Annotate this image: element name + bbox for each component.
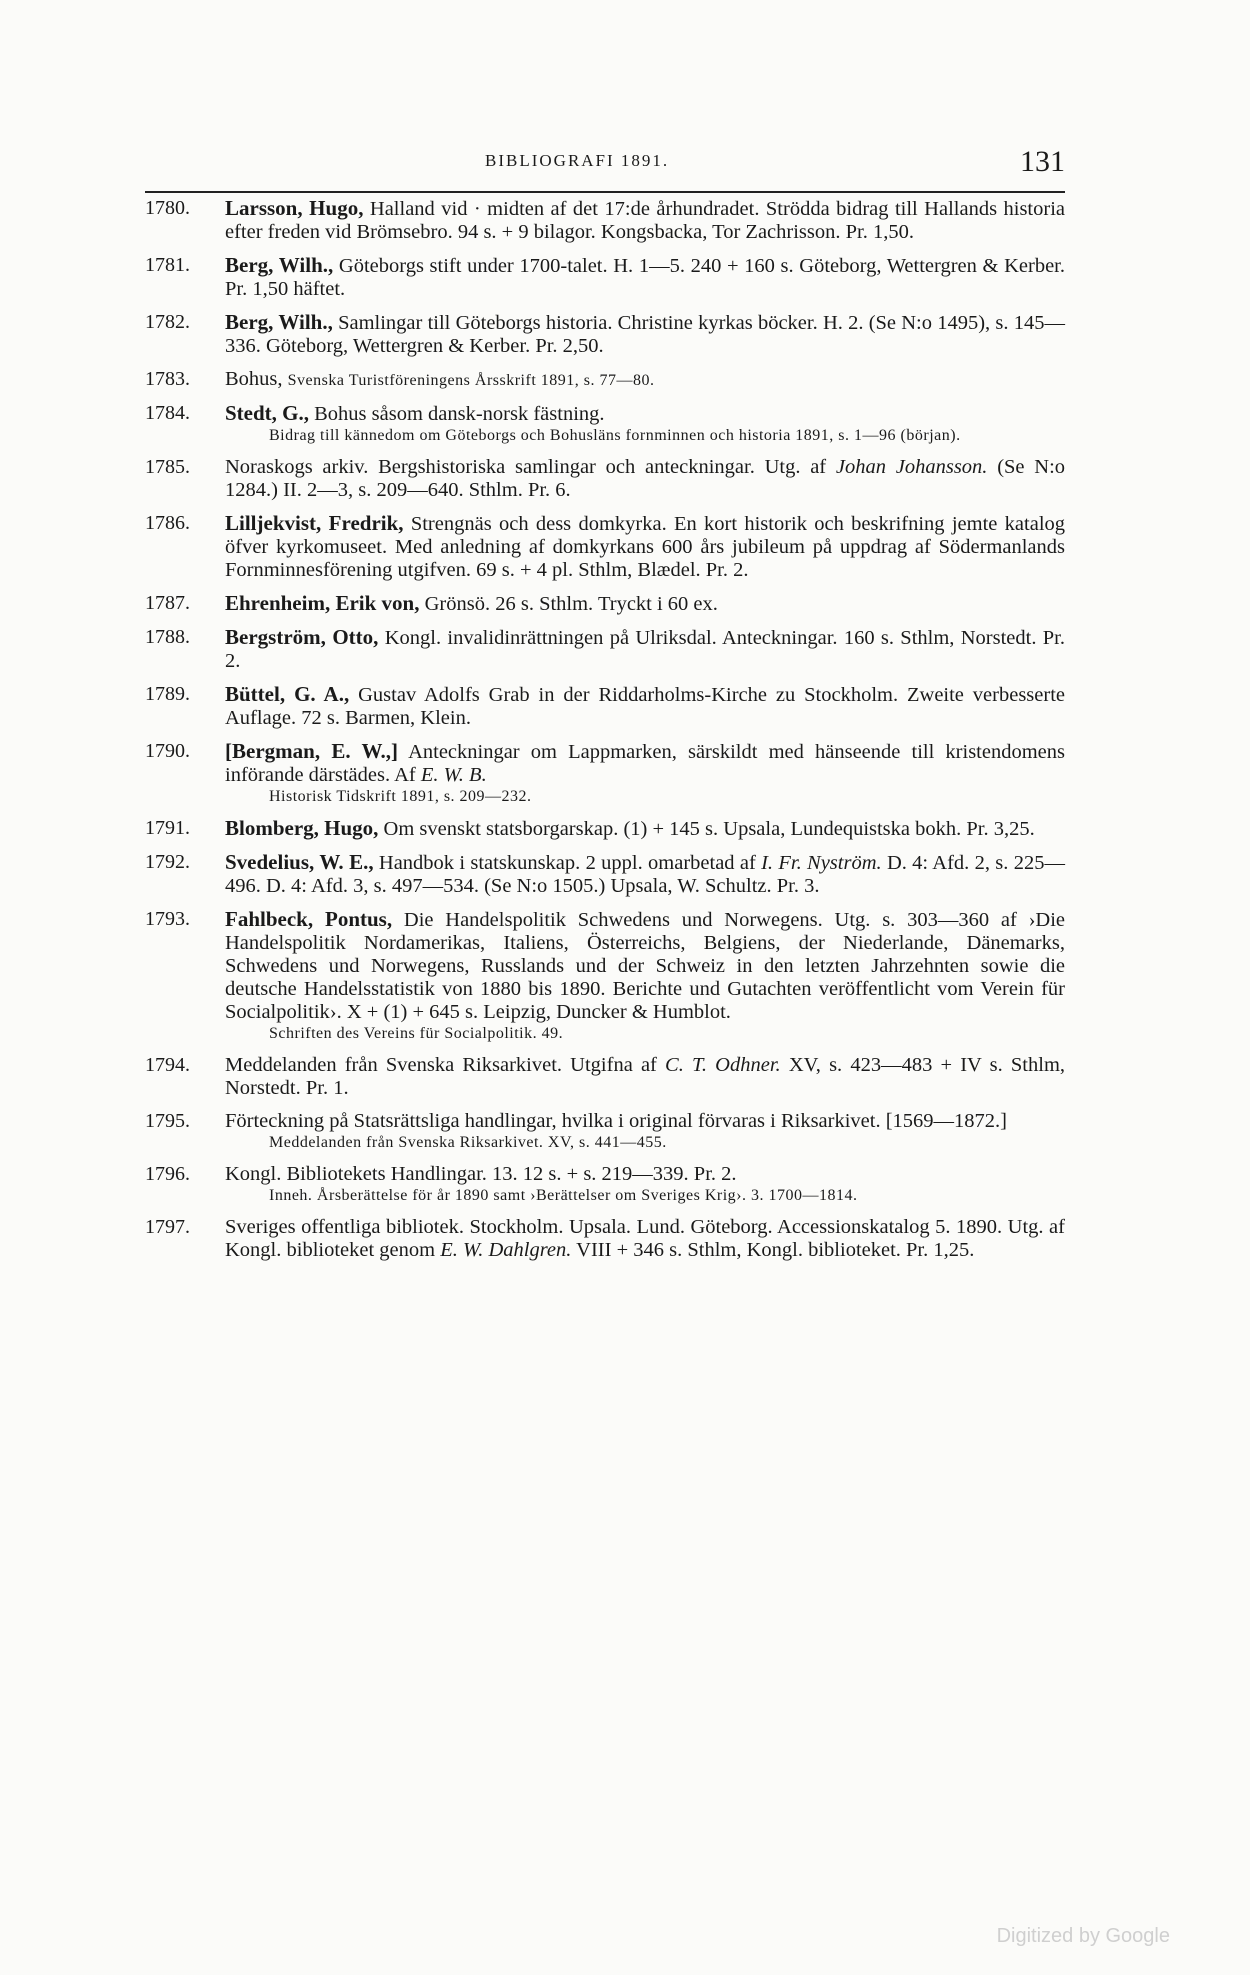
entry-number: 1789. — [145, 683, 190, 705]
entry-text: Sveriges offentliga bibliotek. Stockholm. Upsala. Lund. Göteborg. Accessionskatalog 5. 1890. Utg. af Kongl. biblioteket genom — [225, 1216, 1065, 1261]
entry-text: Strengnäs och dess domkyrka. En kort historik och beskrifning jemte katalog öfver kyrkomuseet. Med anledning af domkyrkans 600 års jubileum på uppdrag af Södermanlands Fornminnesförening utgifven. 69 s. + 4 pl. Sthlm, Blædel. Pr. 2. — [225, 513, 1066, 581]
entry-source-inline: Svenska Turistföreningens Årsskrift 1891, s. 77—80. — [287, 372, 655, 389]
entry-text: Kongl. invalidinrättningen på Ulriksdal. Anteckningar. 160 s. Sthlm, Norstedt. Pr. 2. — [225, 627, 1065, 672]
entry-author: Lilljekvist, Fredrik, — [225, 511, 404, 535]
entry-text: Förteckning på Statsrättsliga handlingar, hvilka i original förvaras i Riksarkivet. [1569—1872.] — [225, 1110, 1008, 1132]
entry-text-continued: D. 4: Afd. 2, s. 225—496. D. 4: Afd. 3, s. 497—534. (Se N:o 1505.) Upsala, W. Schultz. Pr. 3. — [225, 852, 1065, 897]
entry-number: 1781. — [145, 254, 190, 276]
entry-number: 1783. — [145, 368, 190, 390]
bibliography-entry — [145, 1054, 1065, 1100]
entry-text: Bohus såsom dansk-norsk fästning. — [314, 403, 605, 425]
entry-body — [225, 197, 1065, 244]
bibliography-entry — [145, 197, 1065, 244]
entry-author: Fahlbeck, Pontus, — [225, 907, 393, 931]
bibliography-entry — [145, 683, 1065, 730]
bibliography-entry — [145, 456, 1065, 502]
entry-source-note: Inneh. Årsberättelse för år 1890 samt ›Berättelser om Sveriges Krig›. 3. 1700—1814. — [269, 1187, 858, 1204]
entry-text: Die Handelspolitik Schwedens und Norwegens. Utg. s. 303—360 af ›Die Handelspolitik Nordamerikas, Italiens, Österreichs, Belgiens, der Niederlande, Dänemarks, Schwedens und Norwegens, Russlands und der Schweiz in den letzten Jahrzehnten sowie die deutsche Handelsstatistik von 1880 bis 1890. Berichte und Gutachten veröffentlicht vom Verein für Socialpolitik›. X + (1) + 645 s. Leipzig, Duncker & Humblot. — [225, 909, 1065, 1023]
entry-text: Om svenskt statsborgarskap. (1) + 145 s. Upsala, Lundequistska bokh. Pr. 3,25. — [383, 818, 1035, 840]
entry-author: Büttel, G. A., — [225, 682, 350, 706]
entry-text-continued: VIII + 346 s. Sthlm, Kongl. biblioteket. Pr. 1,25. — [576, 1239, 975, 1261]
entry-number: 1784. — [145, 402, 190, 424]
entry-editor: C. T. Odhner. — [665, 1054, 781, 1076]
bibliography-entry — [145, 592, 1065, 616]
bibliography-entry — [145, 626, 1065, 673]
entry-text: Samlingar till Göteborgs historia. Christine kyrkas böcker. H. 2. (Se N:o 1495), s. 145—336. Göteborg, Wettergren & Kerber. Pr. 2,50. — [225, 312, 1065, 357]
entry-text-continued: XV, s. 423—483 + IV s. Sthlm, Norstedt. Pr. 1. — [225, 1054, 1066, 1099]
bibliography-entries — [145, 197, 1065, 1272]
entry-text: Bohus, — [225, 368, 283, 390]
page-header — [185, 145, 1065, 185]
entry-editor: E. W. B. — [420, 764, 487, 786]
bibliography-entry — [145, 1216, 1065, 1262]
entry-text: Kongl. Bibliotekets Handlingar. 13. 12 s. + s. 219—339. Pr. 2. — [225, 1163, 737, 1185]
entry-editor: I. Fr. Nyström. — [761, 852, 882, 874]
entry-body — [225, 592, 1065, 616]
entry-body — [225, 368, 1065, 392]
entry-body — [225, 1163, 1065, 1206]
bibliography-entry — [145, 817, 1065, 841]
entry-author: Stedt, G., — [225, 401, 309, 425]
entry-text: Grönsö. 26 s. Sthlm. Tryckt i 60 ex. — [424, 593, 718, 615]
entry-author: Ehrenheim, Erik von, — [225, 591, 420, 615]
entry-text: Göteborgs stift under 1700-talet. H. 1—5. 240 + 160 s. Göteborg, Wettergren & Kerber. Pr. 1,50 häftet. — [225, 255, 1065, 300]
running-title: BIBLIOGRAFI 1891. — [485, 151, 670, 170]
entry-body — [225, 512, 1065, 582]
entry-editor: Johan Johansson. — [835, 456, 988, 478]
entry-text-continued: (Se N:o 1284.) II. 2—3, s. 209—640. Sthlm. Pr. 6. — [225, 456, 1066, 501]
bibliography-entry — [145, 740, 1065, 807]
bibliography-entry — [145, 1110, 1065, 1153]
digitized-watermark: Digitized by Google — [996, 1925, 1170, 1947]
entry-author: [Bergman, E. W.,] — [225, 739, 399, 763]
entry-number: 1792. — [145, 851, 190, 873]
bibliography-entry — [145, 512, 1065, 582]
entry-number: 1797. — [145, 1216, 190, 1238]
entry-body — [225, 1216, 1065, 1262]
entry-number: 1796. — [145, 1163, 190, 1185]
entry-body — [225, 1110, 1065, 1153]
header-rule — [145, 191, 1065, 193]
entry-body — [225, 456, 1065, 502]
entry-number: 1795. — [145, 1110, 190, 1132]
entry-body — [225, 683, 1065, 730]
entry-source-note: Bidrag till kännedom om Göteborgs och Bohusläns fornminnen och historia 1891, s. 1—96 (början). — [269, 427, 961, 444]
entry-number: 1782. — [145, 311, 190, 333]
bibliography-entry — [145, 254, 1065, 301]
entry-number: 1788. — [145, 626, 190, 648]
entry-body — [225, 851, 1065, 898]
entry-number: 1790. — [145, 740, 190, 762]
entry-editor: E. W. Dahlgren. — [440, 1239, 572, 1261]
entry-number: 1786. — [145, 512, 190, 534]
entry-source-note: Meddelanden från Svenska Riksarkivet. XV, s. 441—455. — [269, 1134, 667, 1151]
page-number: 131 — [1020, 145, 1065, 178]
entry-body — [225, 1054, 1065, 1100]
entry-body — [225, 817, 1065, 841]
entry-source-note: Schriften des Vereins für Socialpolitik. 49. — [269, 1025, 564, 1042]
entry-author: Blomberg, Hugo, — [225, 816, 379, 840]
entry-number: 1787. — [145, 592, 190, 614]
entry-number: 1794. — [145, 1054, 190, 1076]
entry-author: Svedelius, W. E., — [225, 850, 374, 874]
entry-text: Gustav Adolfs Grab in der Riddarholms-Kirche zu Stockholm. Zweite verbesserte Auflage. 72 s. Barmen, Klein. — [225, 684, 1066, 729]
entry-author: Bergström, Otto, — [225, 625, 379, 649]
entry-number: 1791. — [145, 817, 190, 839]
entry-body — [225, 402, 1065, 446]
entry-body — [225, 740, 1065, 807]
entry-body — [225, 908, 1065, 1044]
entry-author: Berg, Wilh., — [225, 310, 333, 334]
entry-body — [225, 311, 1065, 358]
entry-number: 1793. — [145, 908, 190, 930]
entry-text: Handbok i statskunskap. 2 uppl. omarbetad af — [378, 852, 756, 874]
bibliography-entry — [145, 368, 1065, 392]
bibliography-entry — [145, 402, 1065, 446]
entry-author: Larsson, Hugo, — [225, 196, 364, 220]
entry-body — [225, 626, 1065, 673]
bibliography-entry — [145, 1163, 1065, 1206]
bibliography-entry — [145, 851, 1065, 898]
entry-text: Meddelanden från Svenska Riksarkivet. Utgifna af — [225, 1054, 657, 1076]
entry-number: 1785. — [145, 456, 190, 478]
entry-source-note: Historisk Tidskrift 1891, s. 209—232. — [269, 788, 532, 805]
bibliography-entry — [145, 311, 1065, 358]
entry-text: Anteckningar om Lappmarken, särskildt med hänseende till kristendomens införande därstädes. Af — [225, 741, 1066, 786]
bibliography-entry — [145, 908, 1065, 1044]
entry-body — [225, 254, 1065, 301]
entry-text: Noraskogs arkiv. Bergshistoriska samlingar och anteckningar. Utg. af — [225, 456, 827, 478]
entry-author: Berg, Wilh., — [225, 253, 334, 277]
entry-text: Halland vid · midten af det 17:de århundradet. Strödda bidrag till Hallands historia efter freden vid Brömsebro. 94 s. + 9 bilagor. Kongsbacka, Tor Zachrisson. Pr. 1,50. — [225, 198, 1065, 243]
entry-number: 1780. — [145, 197, 190, 219]
